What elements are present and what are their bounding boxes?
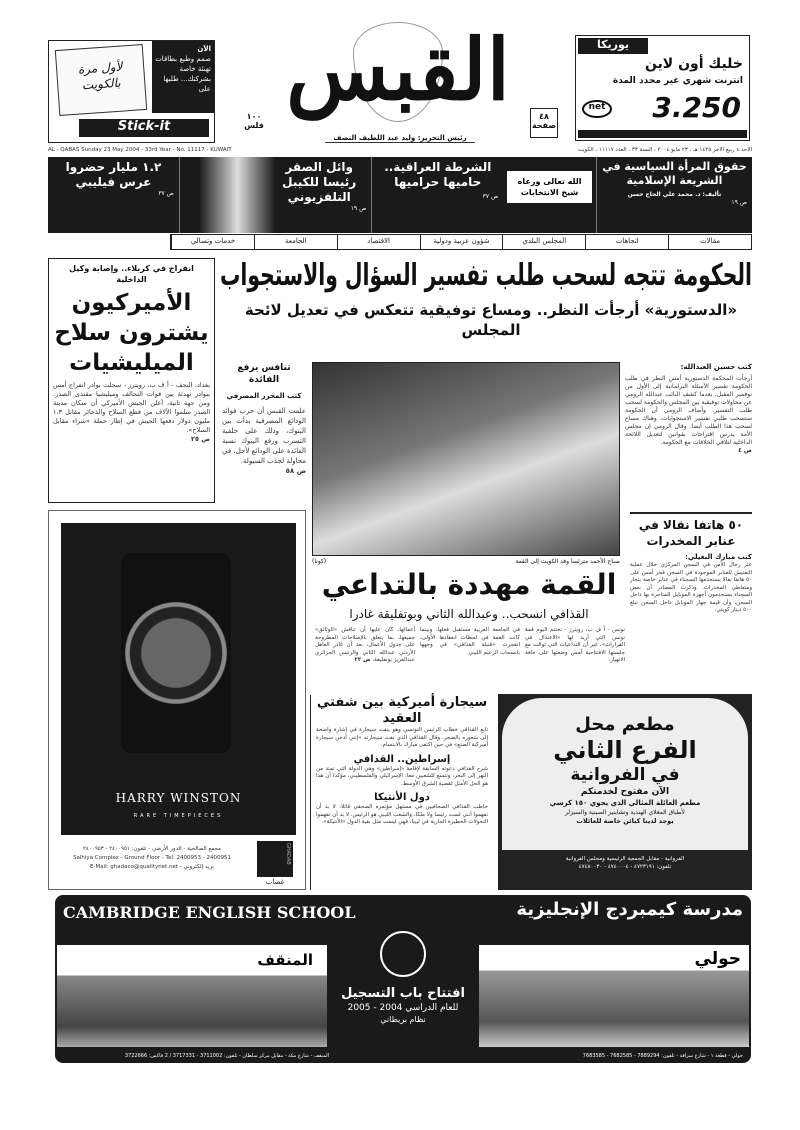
ad-watch-email[interactable]: E-Mail: ghadaco@qualitynet.net - بريد إلكتروني (90, 864, 214, 870)
ad-restaurant-address: الفروانية - مقابل الجمعية الرئيسية ومجلس الفروانية (565, 856, 685, 862)
section-1[interactable]: اتجاهات (585, 235, 668, 249)
ad-left-card: لأول مرة بالكويت (55, 44, 147, 116)
summit-body-col-3 (315, 627, 415, 691)
teaser-3[interactable] (371, 157, 503, 233)
teaser-1-page: ص ١٩ (731, 199, 747, 206)
ghadab-logo: GHADAB (257, 841, 293, 877)
isratin-headline: إسراطين.. القذافي (353, 753, 451, 765)
ad-right (575, 35, 750, 141)
main-headline: الحكومة تتجه لسحب طلب تفسير السؤال والاستجواب (220, 258, 752, 293)
summit-headline: القمة مهددة بالتداعي (321, 568, 617, 601)
school-building-mangaf (57, 945, 327, 1047)
left-box-headline: الأميركيون يشترون سلاح الميليشيات (54, 290, 209, 376)
ad-watch-address-ar: مجمع الصالحية - الدور الأرضي - تلفون: ٢٤٠٠٩٥١ - ٢٤٠٠٩٥٣ (83, 846, 221, 852)
ad-restaurant-line1: مطعم محل (575, 714, 675, 735)
ad-restaurant-panel (502, 698, 748, 850)
teaser-1-title: حقوق المرأة السياسية في الشريعة الإسلامية (602, 160, 747, 187)
ad-right-headline: خليك أون لاين (644, 56, 743, 72)
ad-left-text: صمم وطبع بطاقات تهنئة خاصة بشركتك... طلبها على (155, 55, 211, 93)
ad-left (48, 40, 215, 143)
school-name-ar: مدرسة كيمبردج الإنجليزية (516, 899, 743, 920)
price: ١٠٠ فلس (244, 112, 264, 130)
school-year: للعام الدراسي 2004 - 2005 (347, 1003, 459, 1013)
school-name-en: CAMBRIDGE ENGLISH SCHOOL (63, 903, 356, 922)
atheka-body: خاطب القذافي الصحافيين في مستهل مؤتمره الصحفي قائلا: لا بد أن تفهموا أنني لست رئيسا ولا ملكا، والشعب الليبي هو الرئيس. لا بد أن تفهموا التحولات الخطيرة الجارية في ليبيا، فهي ليست مثل بقية الدول «الأنتيكة». (316, 804, 488, 825)
photo-caption (312, 557, 620, 566)
ad-restaurant-cabins: يوجد لدينا كبائن خاصة للعائلات (576, 817, 674, 825)
ad-left-brand: Stick-it (79, 119, 209, 137)
ad-restaurant-open: الآن مفتوح لخدمتكم (580, 787, 670, 797)
phones-byline: كتب مبارك البغيلي: (685, 553, 752, 561)
ad-restaurant-dishes: لأطباق المغلاي الهندية وتشاينيز الصينية والسيزلر (565, 809, 685, 816)
logo-text: القبس (286, 20, 510, 119)
ad-right-sub: انترنت شهري غير محدد المدة (612, 76, 743, 86)
net-logo: net (582, 100, 612, 118)
left-box-story (48, 258, 215, 503)
section-index (170, 234, 752, 250)
school-branch-hawalli: حولي (694, 949, 741, 969)
teaser-5-title: ١.٢ مليار حضروا عرس فيليبي (65, 160, 162, 189)
school-crest-icon (380, 931, 426, 977)
ad-restaurant-phones: تلفون: ٤٧٢٣١٩١ - ٤٧٤٠٠٠٤ - ٤٧٤٨٠٠٣٠ (578, 864, 672, 870)
school-registration (331, 931, 475, 1025)
school-contact-hawalli: حولي - قطعة ١ - شارع سراقة - تلفون: 7889294 - 7682585 - 7683585 (582, 1053, 743, 1059)
teaser-3-page: ص ٣٧ (482, 193, 499, 200)
left-box-page-ref: ص ٢٥ (191, 435, 210, 443)
phones-story (630, 512, 752, 687)
ad-watch (48, 510, 306, 890)
ad-watch-panel (61, 523, 296, 835)
summit-body-col-1: تونس - أ ف ب، رويترز - تختتم اليوم قمة تونس التي أريد لها «الاعتدال في القرارات»، غير أن التداعيات التي توالت مع جلستها الافتتاحية أمس وضعتها على حافة الانهيار. (525, 627, 625, 663)
main-byline: كتب حسين العبدالله: (680, 363, 752, 371)
teaser-4[interactable] (179, 157, 371, 233)
ad-restaurant (498, 694, 752, 890)
school-registration-open: افتتاح باب التسجيل (341, 986, 465, 1001)
masthead-logo (228, 22, 568, 122)
left-box-body: بغداد، النجف - أ ف ب، رويترز - سجلت بوادر انفراج أمس ببوادر تهدئة بين قوات التحالف وميليشيا مقتدى الصدر. ومن جهة ثانية، أعلن الجيش الأميركي أن سكان مدينة الصدر سلموا الآلاف من قطع السلاح والذخائر مقابل ١.٣ مليون دولار دفعها الجيش في إطار حملة «شراء مقابل السلاح». (53, 381, 210, 434)
teaser-5[interactable] (48, 157, 179, 233)
ad-left-panel (152, 41, 214, 113)
ad-restaurant-line2: الفرع الثاني (553, 736, 697, 764)
bank-byline: كتب المحرر المصرفي (226, 392, 302, 400)
summit-subhead-box (315, 606, 623, 623)
main-body: أرجأت المحكمة الدستورية أمس النظر في طلب الحكومة تفسير الأسئلة البرلمانية إلى الأول من نوفمبر المقبل، بعدما كشف النائب عبدالله الرومي عن محاولات توفيقية بين المجلس والحكومة لسحب طلب التفسير. وأضاف الرومي أن الحكومة ستسحب طلبي تفسير الاستجوابات، وهناك مساع لسحب هذا الطلب أيضا. وقال الرومي إن مجلس الأمة يدرس اقتراحات بقوانين لتعديل اللائحة الداخلية لتلافي الخلافات مع الحكومة. (625, 375, 752, 446)
cigar-body: تابع القذافي خطاب الرئيس التونسي وهو ينفث سيجارة في إشارة واضحة إلى شعوره بالضجر. وقال القذافي الذي نفث سيجارته «إنني أدخن سيجارة أميركية الصنع» في حين اكتفى مبارك بالابتسام. (316, 727, 488, 748)
section-6[interactable]: خدمات وتسالي (171, 235, 254, 249)
phones-body: عثر رجال الأمن في السجن المركزي خلال عملية التفتيش للعنابر الموجودة في السجن فجر أمس على ٥٠ هاتفا نقالا يستخدمها السجناء في عنابر خاصة بتجار ومتعاطي المخدرات. وذكرت المصادر أن بعض السجناء يستخدمون أجهزة الموبايل للمتاجرة بها داخل السجن، وأن قيمة جهاز الموبايل داخل السجن تبلغ ٥٠٠ دينار كويتي. (630, 562, 752, 613)
cigar-headline: سيجارة أميركية بين شفتي العقيد (316, 695, 488, 726)
teaser-1-author: تأليف: د. محمد علي الحاج حسن (627, 191, 722, 198)
ad-left-label: الآن (197, 45, 211, 53)
ad-restaurant-line3: في الفروانية (570, 765, 680, 785)
watch-brand: HARRY WINSTON (115, 791, 242, 805)
section-0[interactable]: مقالات (668, 235, 751, 249)
teaser-2-wrapper (503, 157, 596, 233)
left-box-kicker: انفراج في كربلاء.. وإصابة وكيل الداخلية (69, 264, 194, 284)
main-story (625, 362, 752, 508)
bank-headline: تنافس يرفع الفائدة (237, 363, 291, 385)
page-count: ٤٨ صفحة (530, 108, 558, 138)
photo-caption-text: صباح الأحمد مترئسا وفد الكويت إلى القمة (515, 558, 620, 565)
main-subhead: «الدستورية» أرجأت النظر.. ومساع توفيقية تتعكس في تعديل لائحة المجلس (244, 301, 738, 339)
arabic-dateline: الأحد ٤ ربيع الآخر ١٤٢٥ هـ ، ٢٣ مايو ٢٠٠٤ ، السنة ٣٣ ، العدد ١١١١٧ ، الكويت (577, 147, 752, 153)
summit-page-ref: ص ٢٣ (354, 657, 371, 663)
bank-body: علمت القبس أن حرب فوائد الودائع المصرفية بدأت بين البنوك، وذلك على خلفية التسرب ورفع البنوك نسبة الفائدة على الودائع لأجل، في محاولة لجذب السيولة. (222, 407, 306, 465)
isratin-body: شرح القذافي دعوته السابقة لإقامة «إسراطين» وهي الدولة التي تمتد من النهر إلى البحر، وتتسع للشعبين معا: الإسرائيلي والفلسطيني، مؤكدا أن هذا هو الحل الأمثل لقضية الشرق الأوسط. (316, 765, 488, 787)
photo-credit: (كونا) (312, 558, 327, 565)
summit-body-col-3-text: أعمالها، كان عليها أن تناقش «الوثائق» جميعها، بما يتعلق بالإصلاحات المطروحة على جدول الأعمال، بعد أن غادر العاهل الأردني عبدالله الثاني والرئيس الجزائري عبدالعزيز بوتفليقة. (315, 627, 415, 663)
summit-sidebars (310, 695, 493, 890)
phones-headline: ٥٠ هاتفا نقالا في عنابر المخدرات (638, 518, 744, 548)
summit-photo (312, 362, 620, 556)
ad-watch-contact (57, 845, 247, 872)
teaser-2[interactable]: الله تعالى ورعاه شيخ الانتخابات (507, 171, 592, 203)
teaser-4-title: وائل الصقر رئيسا للكيبل التلفزيوني (282, 160, 357, 204)
watch-image (121, 553, 231, 753)
atheka-headline: دول الأنتيكا (374, 792, 430, 803)
main-page-ref: ص ٤ (738, 447, 752, 454)
summit-headline-box (315, 567, 623, 603)
ad-right-brand: يوريكا (578, 38, 648, 54)
section-5[interactable]: الجامعة (254, 235, 337, 249)
section-3[interactable]: شؤون عربية ودولية (420, 235, 503, 249)
english-dateline: AL - QABAS Sunday 23 May 2004 - 33rd Year - No. 11117 - KUWAIT (48, 147, 232, 153)
teaser-4-page: ص ١٩ (350, 205, 367, 212)
ad-restaurant-capacity: مطعم العائلة المثالي الذي يحوي ١٥٠ كرسي (549, 799, 701, 807)
watch-tagline: RARE TIMEPIECES (133, 813, 224, 819)
section-4[interactable]: الاقتصاد (337, 235, 420, 249)
teaser-band (48, 157, 752, 233)
ad-right-price: 3.250 (652, 91, 741, 124)
editor-in-chief: رئيس التحرير: وليد عبد اللطيف النصف (325, 134, 475, 143)
teaser-3-title: الشرطة العراقية.. حاميها حراميها (384, 160, 492, 189)
section-2[interactable]: المجلس البلدي (502, 235, 585, 249)
school-branch-mangaf: المنقف (257, 951, 313, 969)
ghadab-name-ar: غضاب (265, 878, 285, 886)
school-building-hawalli (479, 945, 749, 1047)
school-system: نظام بريطاني (380, 1015, 426, 1024)
ad-right-footer-bar (578, 130, 747, 138)
summit-body (315, 627, 625, 691)
ad-watch-address-en: Salhiya Complex - Ground Floor - Tel: 2400953 - 2400951 (73, 855, 231, 861)
bank-story (222, 362, 306, 502)
main-headline-box (220, 256, 752, 296)
teaser-1[interactable] (596, 157, 752, 233)
summit-subhead: القذافي انسحب.. وعبدالله الثاني وبوتفليقة غادرا (349, 607, 589, 621)
teaser-5-page: ص ٣٧ (158, 190, 174, 197)
summit-body-col-2: في الجامعة العربية مستقبل فعلها. وبينما كانت القمة في لحظات انعقادها الأولى، انفجرت «قنبلة القذافي» في وجهها بانسحاب الزعيم الليبي. (420, 627, 520, 656)
bank-page-ref: ص ٥٨ (285, 467, 306, 475)
school-contact-mangaf: المنقف - شارع مكة - مقابل مركز سلطان - تلفون: 3711002 - 3717331 / 2 فاكس: 3722666 (124, 1053, 329, 1059)
ad-school (55, 895, 751, 1063)
